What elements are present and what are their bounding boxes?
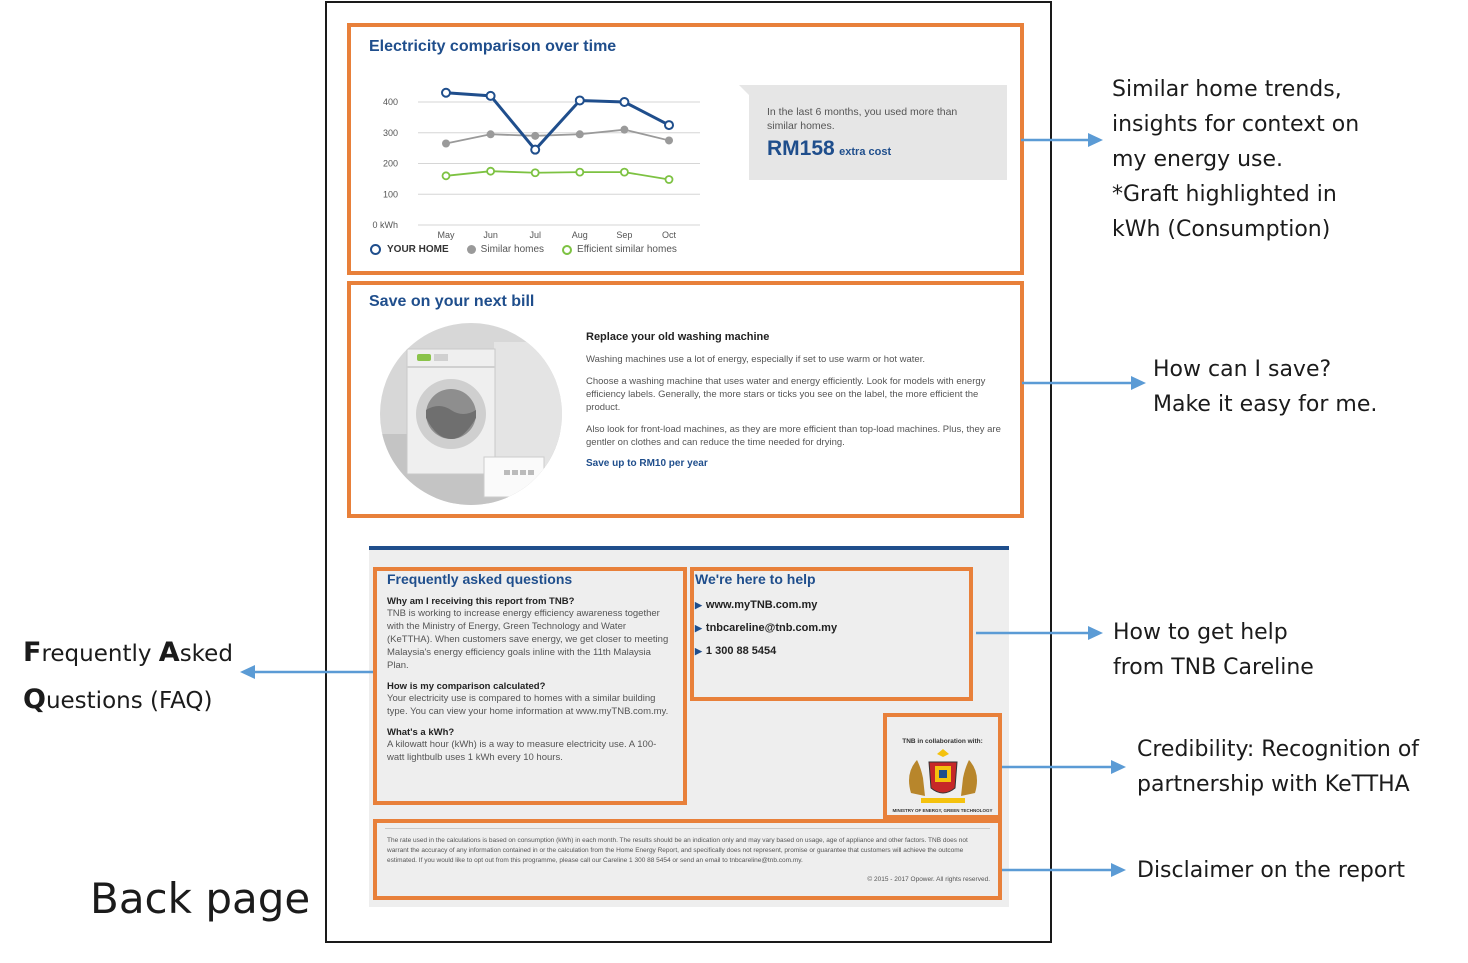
arrow-disclaimer bbox=[1002, 863, 1126, 877]
help-website[interactable]: ▶ www.myTNB.com.my bbox=[695, 599, 818, 611]
triangle-bullet-icon: ▶ bbox=[695, 600, 702, 610]
collaboration-label: TNB in collaboration with: bbox=[902, 738, 983, 745]
copyright: © 2015 - 2017 Opower. All rights reserved. bbox=[867, 876, 990, 883]
x-tick-label: Aug bbox=[571, 230, 588, 240]
faq-title: Frequently asked questions bbox=[387, 571, 573, 587]
callout-chart: Similar home trends, insights for context on my energy use. *Graft highlighted in kWh (Consumption) bbox=[1112, 77, 1360, 242]
x-tick-label: Jun bbox=[483, 230, 498, 240]
arrow-save bbox=[1022, 376, 1146, 390]
help-phone[interactable]: ▶ 1 300 88 5454 bbox=[695, 645, 777, 657]
callout-disclaimer: Disclaimer on the report bbox=[1137, 858, 1406, 883]
legend-similar-homes: Similar homes bbox=[480, 244, 545, 255]
x-tick-label: Jul bbox=[529, 230, 541, 240]
callout-help: How to get help from TNB Careline bbox=[1113, 620, 1314, 680]
legend-efficient-homes: Efficient similar homes bbox=[577, 244, 677, 255]
crest-caption: MINISTRY OF ENERGY, GREEN TECHNOLOGY AND WATER bbox=[892, 808, 993, 819]
help-title: We're here to help bbox=[695, 571, 816, 587]
faq-question-1: Why am I receiving this report from TNB? bbox=[387, 596, 575, 607]
extra-cost-label: extra cost bbox=[839, 146, 892, 158]
triangle-bullet-icon: ▶ bbox=[695, 646, 702, 656]
y-tick-label: 100 bbox=[382, 189, 398, 200]
callout-save: How can I save? Make it easy for me. bbox=[1153, 357, 1378, 417]
tip-paragraph-1: Washing machines use a lot of energy, especially if set to use warm or hot water. bbox=[586, 354, 925, 365]
x-tick-label: May bbox=[437, 230, 455, 240]
tip-title: Replace your old washing machine bbox=[586, 331, 770, 343]
faq-question-3: What's a kWh? bbox=[387, 727, 455, 738]
y-tick-label: 200 bbox=[382, 158, 398, 169]
arrow-credibility bbox=[1002, 760, 1126, 774]
faq-answer-2: Your electricity use is compared to homes with a similar building type. You can view your home information at www.myTNB.com.my. bbox=[387, 693, 669, 717]
y-tick-label: 300 bbox=[382, 127, 398, 138]
triangle-bullet-icon: ▶ bbox=[695, 623, 702, 633]
disclaimer-text: The rate used in the calculations is based on consumption (kWh) in each month. The results should be an indication only and may vary based on usage, age of appliance and other factors. TNB does not warrant the accuracy of any information contained in or the calculation from the Home Energy Report, and specifically does not represent, promise or guarantee that customers will achieve the outcome estimated. If you would like to opt out from this programme, please call our Careline 1 300 88 5454 or send an email to tnbcareline@tnb.com.my. bbox=[387, 837, 968, 864]
arrow-chart bbox=[1021, 133, 1103, 147]
arrow-faq bbox=[240, 665, 373, 679]
faq-question-2: How is my comparison calculated? bbox=[387, 681, 546, 692]
y-tick-label: 400 bbox=[382, 97, 398, 107]
faq-answer-3: A kilowatt hour (kWh) is a way to measure electricity use. A 100-watt lightbulb uses 1 kWh every 10 hours. bbox=[387, 739, 657, 763]
help-email[interactable]: ▶ tnbcareline@tnb.com.my bbox=[695, 622, 838, 634]
save-amount-link[interactable]: Save up to RM10 per year bbox=[586, 458, 708, 469]
back-page-label: Back page bbox=[90, 874, 311, 923]
save-section-title: Save on your next bill bbox=[369, 293, 535, 310]
tip-paragraph-2: Choose a washing machine that uses water and energy efficiently. Look for models with energy efficiency labels. Generally, the more stars or ticks you see on the label, the more efficient the product. bbox=[586, 376, 986, 413]
info-text: In the last 6 months, you used more than similar homes. bbox=[767, 106, 958, 132]
callout-credibility: Credibility: Recognition of partnership with KeTTHA bbox=[1137, 737, 1420, 797]
callout-faq: Frequently Asked Questions (FAQ) bbox=[23, 637, 233, 715]
faq-answer-1: TNB is working to increase energy efficiency awareness together with the Ministry of Energy, Green Technology and Water (KeTTHA). When customers save energy, we get closer to meeting Malaysia's energy efficiency goals inline with the 11th Malaysia Plan. bbox=[387, 608, 669, 671]
x-tick-label: Oct bbox=[661, 230, 677, 240]
chart-section-title: Electricity comparison over time bbox=[369, 38, 617, 55]
arrow-help bbox=[976, 626, 1103, 640]
legend-your-home: YOUR HOME bbox=[387, 244, 449, 255]
tip-paragraph-3: Also look for front-load machines, as they are more efficient than top-load machines. Plus, they are gentler on clothes and can reduce the time needed for drying. bbox=[586, 424, 1001, 448]
x-tick-label: Sep bbox=[616, 230, 633, 240]
y-tick-label: 0 kWh bbox=[372, 220, 398, 230]
extra-cost-amount: RM158 bbox=[767, 137, 835, 160]
